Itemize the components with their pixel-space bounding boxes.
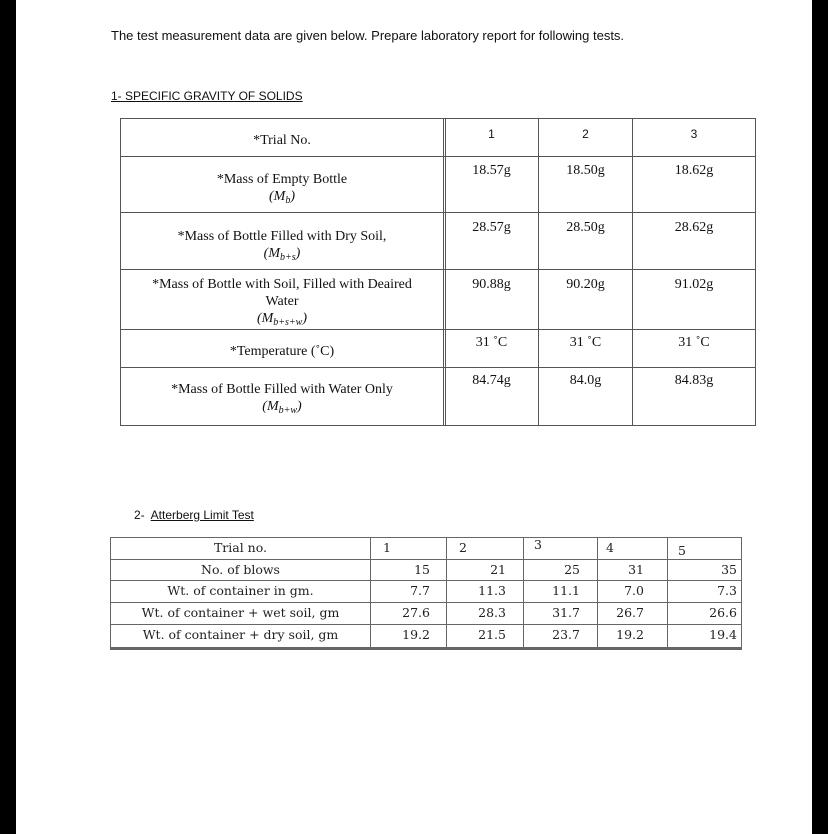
cell-value: 90.88g bbox=[472, 277, 511, 292]
trial-number: 1 bbox=[383, 540, 391, 555]
cell-value: 18.50g bbox=[566, 163, 605, 178]
cell-value: 31 ˚C bbox=[475, 335, 508, 350]
cell-value: 26.7 bbox=[616, 605, 644, 620]
cell-value: 31 ˚C bbox=[569, 335, 602, 350]
trial-number: 3 bbox=[534, 537, 542, 552]
cell-value: 7.3 bbox=[717, 583, 737, 598]
header-trial-1: 1 bbox=[488, 127, 495, 141]
cell-value: 19.2 bbox=[402, 627, 430, 642]
cell-value: 7.7 bbox=[410, 583, 430, 598]
header-trial-no: *Trial No. bbox=[253, 133, 311, 148]
cell-value: 18.57g bbox=[472, 163, 511, 178]
cell-value: 11.3 bbox=[478, 583, 506, 598]
document-page bbox=[16, 0, 812, 834]
specific-gravity-table bbox=[120, 118, 756, 426]
cell-value: 28.62g bbox=[674, 220, 714, 235]
cell-value: 21.5 bbox=[478, 627, 506, 642]
cell-value: 25 bbox=[564, 562, 580, 577]
cell-value: 91.02g bbox=[674, 277, 714, 292]
cell-value: 31.7 bbox=[552, 605, 580, 620]
trial-no-label: Trial no. bbox=[213, 540, 268, 555]
row-label: Wt. of container + wet soil, gm bbox=[141, 605, 340, 620]
cell-value: 23.7 bbox=[552, 627, 580, 642]
cell-value: 21 bbox=[490, 562, 506, 577]
atterberg-limit-table bbox=[110, 537, 742, 650]
cell-value: 7.0 bbox=[624, 583, 644, 598]
cell-value: 84.0g bbox=[569, 373, 602, 388]
cell-value: 26.6 bbox=[709, 605, 737, 620]
cell-value: 19.4 bbox=[709, 627, 737, 642]
trial-number: 4 bbox=[606, 540, 614, 555]
cell-value: 84.74g bbox=[472, 373, 511, 388]
intro-text: The test measurement data are given below. Prepare laboratory report for following tests. bbox=[111, 28, 625, 43]
cell-value: 84.83g bbox=[674, 373, 714, 388]
cell-value: 18.62g bbox=[674, 163, 714, 178]
row-label: No. of blows bbox=[201, 562, 280, 577]
cell-value: 28.57g bbox=[472, 220, 511, 235]
cell-value: 90.20g bbox=[566, 277, 605, 292]
row-label: *Mass of Bottle Filled with Dry Soil, $(M_{b+s})$ bbox=[177, 229, 387, 263]
cell-value: 27.6 bbox=[402, 605, 430, 620]
row-label: *Temperature (˚C) bbox=[229, 344, 335, 359]
header-trial-3: 3 bbox=[690, 127, 698, 141]
row-label: *Mass of Bottle Filled with Water Only $(M_{b+w})$ bbox=[171, 382, 393, 416]
trial-number: 5 bbox=[678, 543, 686, 558]
cell-value: 35 bbox=[721, 562, 737, 577]
cell-value: 19.2 bbox=[616, 627, 644, 642]
header-trial-2: 2 bbox=[582, 127, 589, 141]
cell-value: 28.50g bbox=[566, 220, 605, 235]
cell-value: 31 ˚C bbox=[678, 335, 710, 350]
cell-value: 28.3 bbox=[478, 605, 506, 620]
row-label: *Mass of Empty Bottle $(M_b)$ bbox=[216, 172, 348, 206]
row-label: Wt. of container + dry soil, gm bbox=[142, 627, 339, 642]
cell-value: 11.1 bbox=[552, 583, 580, 598]
cell-value: 15 bbox=[414, 562, 430, 577]
section2-heading: 2- Atterberg Limit Test bbox=[134, 508, 254, 522]
row-label: *Mass of Bottle with Soil, Filled with Deaired Water $(M_{b+s+w})$ bbox=[152, 277, 412, 328]
trial-number: 2 bbox=[459, 540, 467, 555]
row-label: Wt. of container in gm. bbox=[167, 583, 314, 598]
section1-heading: 1- SPECIFIC GRAVITY OF SOLIDS bbox=[111, 89, 303, 103]
cell-value: 31 bbox=[628, 562, 644, 577]
